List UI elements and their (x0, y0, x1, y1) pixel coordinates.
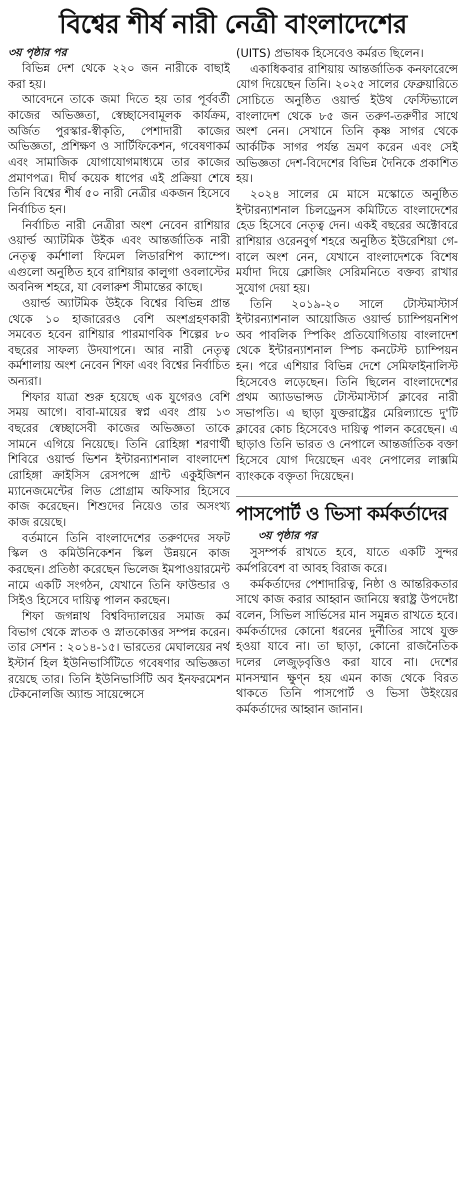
paragraph: আবেদনে তাকে জমা দিতে হয় তার পূর্ববর্তী কাজের অভিজ্ঞতা, স্বেচ্ছাসেবামূলক কার্যক্রম, অর্জিত পুরস্কার-স্বীকৃতি, পেশাদারী কাজের অভিজ্ঞতা, প্রশিক্ষণ ও সার্টিফিকেশন, গবেষণাকর্ম এবং সামাজিক যোগাযোগমাধ্যমে তার কাজের প্রমাণপত্র। দীর্ঘ কয়েক ধাপের এই প্রক্রিয়া শেষে তিনি বিশ্বের শীর্ষ ৫০ নারী নেত্রীর একজন হিসেবে নির্বাচিত হন। (8, 92, 230, 216)
paragraph: শিফার যাত্রা শুরু হয়েছে এক যুগেরও বেশি সময় আগে। বাবা-মায়ের স্বপ্ন এবং প্রায় ১৩ বছরের স্বেচ্ছাসেবী কাজের অভিজ্ঞতা তাকে সামনে এগিয়ে নিয়েছে। তিনি রোহিঙ্গা শরণার্থী শিবিরে ওয়ার্ল্ড ভিশন ইন্টারন্যাশনাল বাংলাদেশ রোহিঙ্গা ক্রাইসিস রেসপন্সে গ্রান্ট একুইজিশন ম্যানেজমেন্টের লিড প্রোগ্রাম অফিসার হিসেবে কাজ করেছেন। শিশুদের নিয়েও তার অসংখ্য কাজ রয়েছে। (8, 389, 230, 530)
paragraph: নির্বাচিত নারী নেত্রীরা অংশ নেবেন রাশিয়ার ওয়ার্ল্ড অ্যাটমিক উইক এবং আন্তর্জাতিক নারী নেতৃত্ব কর্মশালা ফিমেল লিডারশিপ ক্যাম্পে। এগুলো অনুষ্ঠিত হবে রাশিয়ার কালুগা ওবলাস্টের অবনিন্স শহরে, যা বেলারুশ সীমান্তের কাছে। (8, 217, 230, 295)
paragraph: একাধিকবার রাশিয়ায় আন্তর্জাতিক কনফারেন্সে যোগ দিয়েছেন তিনি। ২০২৫ সালের ফেব্রুয়ারিতে সোচিতে অনুষ্ঠিত ওয়ার্ল্ড ইউথ ফেস্টিভ্যালে বাংলাদেশ থেকে ৮৫ জন তরুণ-তরুণীর সাথে অংশ নেন। সেখানে তিনি কৃষ্ণ সাগর থেকে আর্কটিক সাগর পর্যন্ত ভ্রমণ করেন এবং সেই অভিজ্ঞতা দেশ-বিদেশের বিভিন্ন দৈনিকে প্রকাশিত হয়। (236, 61, 458, 186)
paragraph: ওয়ার্ল্ড অ্যাটমিক উইকে বিশ্বের বিভিন্ন প্রান্ত থেকে ১০ হাজারেরও বেশি অংশগ্রহণকারী সমবেত হবেন রাশিয়ার পারমাণবিক শিল্পের ৮০ বছরের সাফল্য উদযাপনে। আর নারী নেতৃত্ব কর্মশালায় অংশ নেবেন শিফা এবং বিশ্বের নির্বাচিত অন্যরা। (8, 295, 230, 389)
left-column (8, 46, 230, 1196)
article-columns (8, 46, 458, 1196)
headline: বিশ্বের শীর্ষ নারী নেত্রী বাংলাদেশের (59, 10, 407, 40)
sub-continued-from-label: ৩য় পৃষ্ঠার পর (258, 529, 317, 543)
paragraph: কর্মকর্তাদের পেশাদারিত্ব, নিষ্ঠা ও আন্তরিকতার সাথে কাজ করার আহ্বান জানিয়ে স্বরাষ্ট্র উপদেষ্টা বলেন, সিভিল সার্ভিসের মান সমুন্নত রাখতে হবে। কর্মকর্তাদের কোনো ধরনের দুর্নীতির সাথে যুক্ত হওয়া যাবে না। তা ছাড়া, কোনো রাজনৈতিক দলের লেজুড়বৃত্তিও করা যাবে না। দেশের মানসম্মান ক্ষুণ্ন হয় এমন কাজ থেকে বিরত থাকতে তিনি পাসপোর্ট ও ভিসা উইংয়ের কর্মকর্তাদের আহ্বান জানান। (236, 576, 458, 716)
right-column (236, 46, 458, 1196)
paragraph: ২০২৪ সালের মে মাসে মস্কোতে অনুষ্ঠিত ইন্টারন্যাশনাল চিলড্রেনস কমিটিতে বাংলাদেশের হেড হিসেবে নেতৃত্ব দেন। একই বছরের অক্টোবরে রাশিয়ার ওরেনবুর্গ শহরে অনুষ্ঠিত ইউরেশিয়া গে-বালে অংশ নেন, যেখানে বাংলাদেশকে বিশেষ মর্যাদা দিয়ে ক্লোজিং সেরিমনিতে বক্তব্য রাখার সুযোগ দেয়া হয়। (236, 186, 458, 295)
paragraph: বর্তমানে তিনি বাংলাদেশের তরুণদের সফট স্কিল ও কমিউনিকেশন স্কিল উন্নয়নে কাজ করছেন। প্রতিষ্ঠা করেছেন ভিলেজ ইমপাওয়ারমেন্ট নামে একটি সংগঠন, যেখানে তিনি ফাউন্ডার ও সিইও হিসেবে দায়িত্ব পালন করছেন। (8, 530, 230, 608)
paragraph: শিফা জগন্নাথ বিশ্ববিদ্যালয়ের সমাজ কর্ম বিভাগ থেকে স্নাতক ও স্নাতকোত্তর সম্পন্ন করেন। তার সেশন : ২০১৪-১৫। ভারতের মেঘালয়ের নর্থ ইস্টার্ন হিল ইউনিভার্সিটিতে গবেষণার অভিজ্ঞতা রয়েছে তার। তিনি ইউনিভার্সিটি অব ইনফরমেশন টেকনোলজি অ্যান্ড সায়েন্সেসে (8, 608, 230, 702)
paragraph: সুসম্পর্ক রাখতে হবে, যাতে একটি সুন্দর কর্মপরিবেশ বা আবহ বিরাজ করে। (236, 545, 458, 576)
paragraph: (UITS) প্রভাষক হিসেবেও কর্মরত ছিলেন। (236, 46, 424, 60)
paragraph: বিভিন্ন দেশ থেকে ২২০ জন নারীকে বাছাই করা হয়। (8, 61, 230, 91)
sub-headline: পাসপোর্ট ও ভিসা কর্মকর্তাদের (236, 496, 458, 529)
paragraph: তিনি ২০১৯-২০ সালে টোস্টমাস্টার্স ইন্টারন্যাশনাল আয়োজিত ওয়ার্ল্ড চ্যাম্পিয়নশিপ অব পাবলিক স্পিকিং প্রতিযোগিতায় বাংলাদেশ থেকে ইন্টারন্যাশনাল স্পিচ কনটেস্ট চ্যাম্পিয়ন হন। পরে এশিয়ার বিভিন্ন দেশে সেমিফাইনালিস্ট হিসেবেও লড়েছেন। তিনি ছিলেন বাংলাদেশের প্রথম অ্যাডভান্সড টোস্টমাস্টার্স ক্লাবের নারী সভাপতি। এ ছাড়া যুক্তরাষ্ট্রের মেরিল্যান্ডে দু'টি ক্লাবের কোচ হিসেবেও দায়িত্ব পালন করেছেন। এ ছাড়াও তিনি ভারত ও নেপালে আন্তর্জাতিক বক্তা হিসেবে যোগ দিয়েছেন এবং নেপালের লাক্সমি ব্যাংককে বক্তৃতা দিয়েছেন। (236, 296, 458, 483)
continued-from-label: ৩য় পৃষ্ঠার পর (8, 46, 67, 59)
